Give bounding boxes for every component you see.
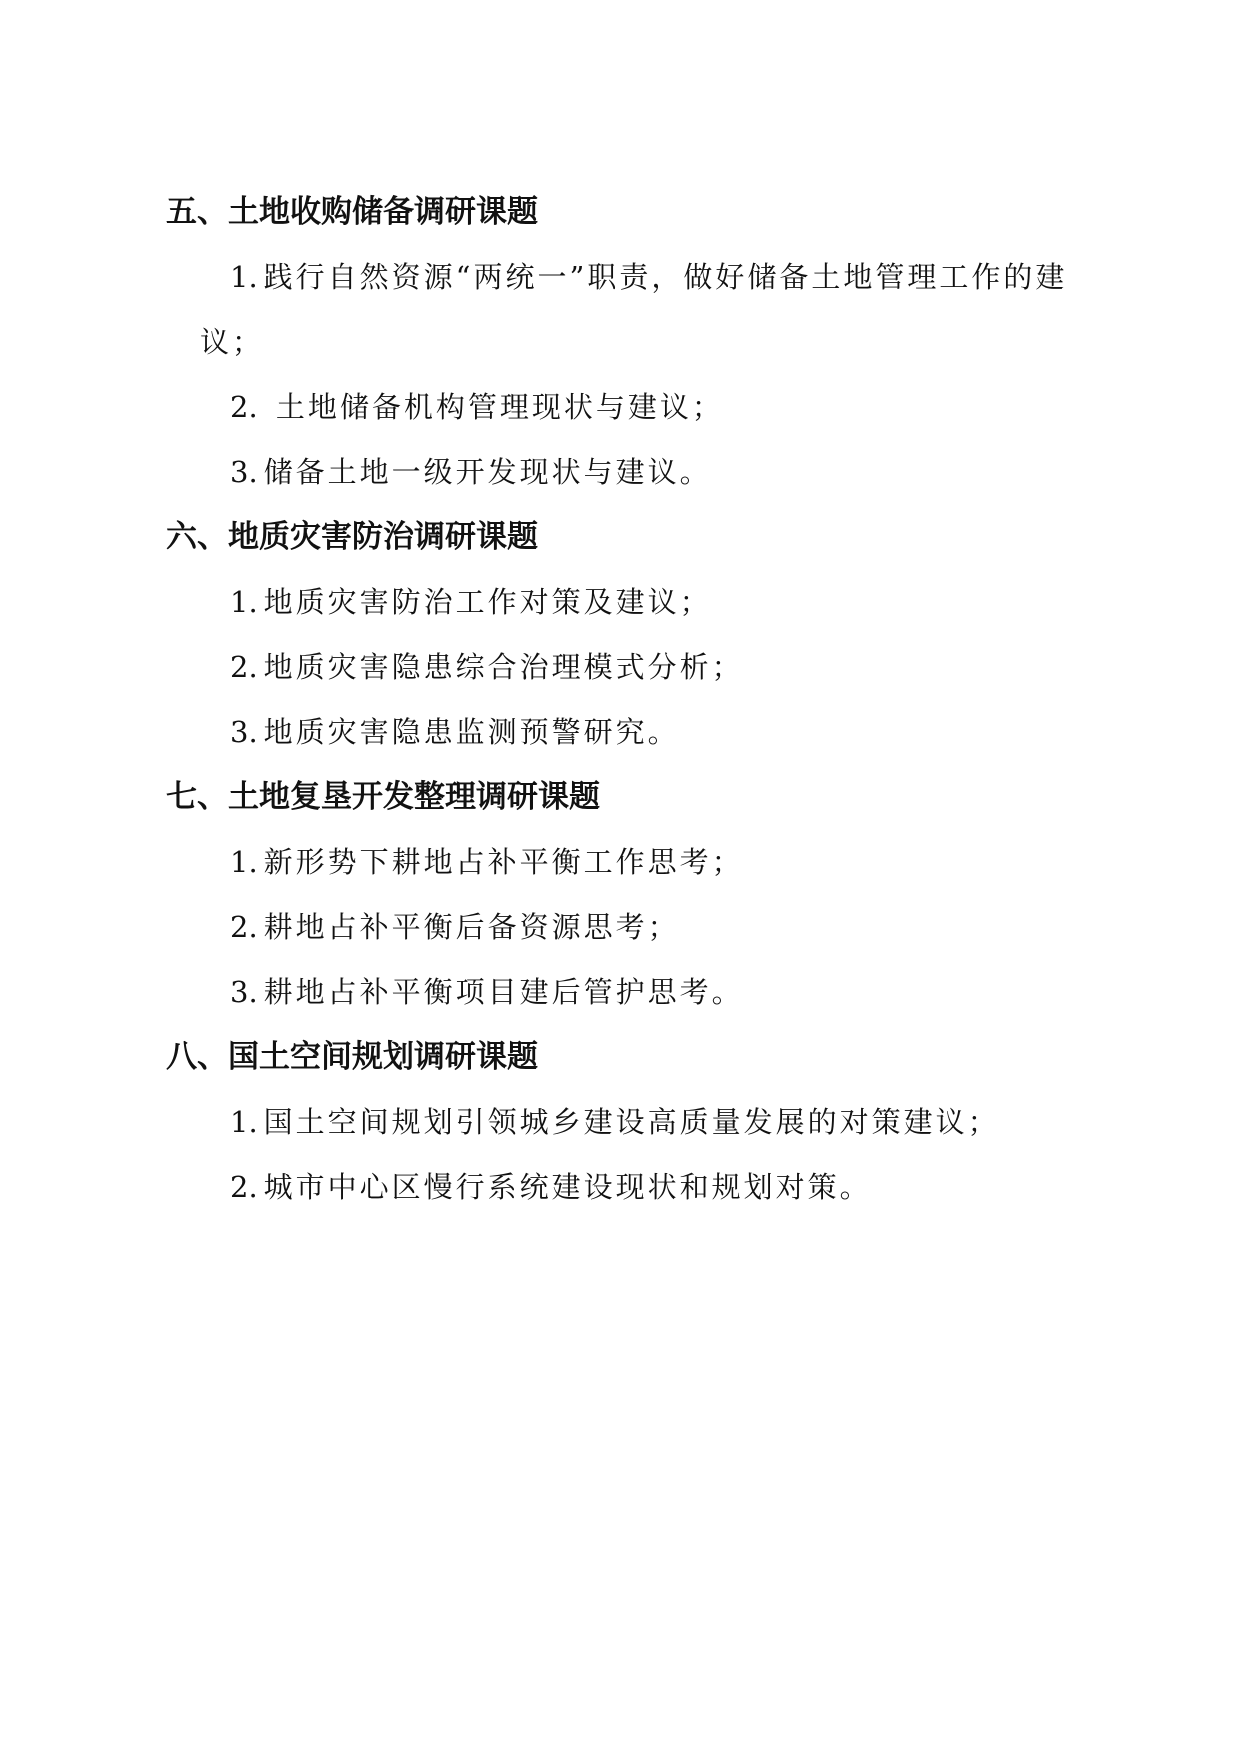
item-number: 1. [230,845,258,879]
list-item [166,960,1086,1025]
list-item [166,375,1086,440]
item-number: 3. [230,975,258,1009]
item-text: 耕地占补平衡后备资源思考； [263,910,680,944]
document-body [166,180,1086,1220]
list-item [166,1090,1086,1155]
item-text: 国土空间规划引领城乡建设高质量发展的对策建议； [263,1105,1000,1139]
section-land-reserve [166,180,1086,505]
item-number: 1. [230,260,258,294]
item-number: 1. [230,585,258,619]
list-item [166,1155,1086,1220]
section-heading: 六、地质灾害防治调研课题 [166,519,538,555]
item-text: 地质灾害隐患综合治理模式分析； [263,650,744,684]
item-number: 2. [230,390,258,424]
item-text: 耕地占补平衡项目建后管护思考。 [263,975,744,1009]
item-text: 储备土地一级开发现状与建议。 [263,455,712,489]
item-number: 2. [230,1170,258,1204]
item-text: 新形势下耕地占补平衡工作思考； [263,845,744,879]
item-text: 地质灾害隐患监测预警研究。 [263,715,680,749]
section-geohazard [166,505,1086,765]
list-item [166,635,1086,700]
list-item [166,570,1086,635]
item-number: 3. [230,455,258,489]
list-item [166,440,1086,505]
list-item [166,700,1086,765]
list-item [166,245,1100,375]
section-land-reclamation [166,765,1086,1025]
section-heading: 七、土地复垦开发整理调研课题 [166,779,600,815]
list-item [166,895,1086,960]
item-number: 2. [230,650,258,684]
list-item [166,830,1086,895]
section-heading: 八、国土空间规划调研课题 [166,1039,538,1075]
item-text: 践行自然资源“两统一”职责，做好储备土地管理工作的建议； [200,260,1068,359]
item-text: 地质灾害防治工作对策及建议； [263,585,712,619]
item-number: 1. [230,1105,258,1139]
item-number: 3. [230,715,258,749]
section-spatial-planning [166,1025,1086,1220]
item-text: 城市中心区慢行系统建设现状和规划对策。 [263,1170,872,1204]
section-heading: 五、土地收购储备调研课题 [166,194,538,230]
item-text: 土地储备机构管理现状与建议； [263,390,724,424]
item-number: 2. [230,910,258,944]
